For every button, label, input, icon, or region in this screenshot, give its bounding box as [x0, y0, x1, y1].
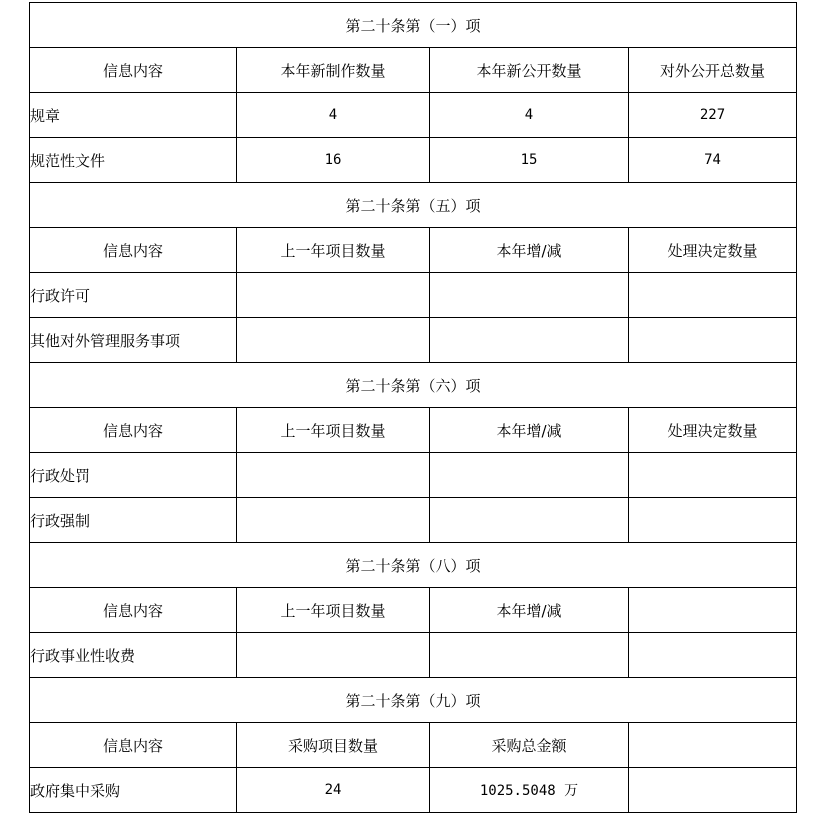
table-row [30, 453, 797, 498]
header-row [30, 723, 797, 768]
value-cell [237, 633, 430, 678]
section-title: 第二十条第（八）项 [30, 543, 797, 588]
row-label: 政府集中采购 [30, 768, 237, 813]
row-label: 行政许可 [30, 273, 237, 318]
table-row [30, 273, 797, 318]
header-cell: 本年新制作数量 [237, 48, 430, 93]
value-cell [430, 453, 629, 498]
header-cell: 本年新公开数量 [430, 48, 629, 93]
header-cell: 处理决定数量 [629, 408, 797, 453]
table-row [30, 138, 797, 183]
disclosure-table [29, 2, 797, 813]
header-cell: 本年增/减 [430, 408, 629, 453]
value-cell [430, 498, 629, 543]
value-cell: 4 [430, 93, 629, 138]
row-label: 规范性文件 [30, 138, 237, 183]
table-row [30, 318, 797, 363]
value-cell: 16 [237, 138, 430, 183]
value-cell [629, 633, 797, 678]
section-title: 第二十条第（一）项 [30, 3, 797, 48]
section-title-row [30, 3, 797, 48]
value-cell: 1025.5048 万 [430, 768, 629, 813]
row-label: 行政处罚 [30, 453, 237, 498]
row-label: 行政强制 [30, 498, 237, 543]
section-title: 第二十条第（九）项 [30, 678, 797, 723]
header-cell [629, 588, 797, 633]
section-title-row [30, 183, 797, 228]
section-title: 第二十条第（五）项 [30, 183, 797, 228]
value-cell [430, 318, 629, 363]
section-title-row [30, 678, 797, 723]
value-cell [629, 498, 797, 543]
value-cell [629, 768, 797, 813]
header-cell: 信息内容 [30, 408, 237, 453]
value-cell [430, 633, 629, 678]
value-cell [629, 453, 797, 498]
header-row [30, 408, 797, 453]
value-cell [237, 318, 430, 363]
header-cell [629, 723, 797, 768]
row-label: 行政事业性收费 [30, 633, 237, 678]
value-cell: 24 [237, 768, 430, 813]
header-cell: 上一年项目数量 [237, 228, 430, 273]
header-row [30, 588, 797, 633]
table-row [30, 93, 797, 138]
header-cell: 本年增/减 [430, 588, 629, 633]
value-cell [629, 318, 797, 363]
header-cell: 上一年项目数量 [237, 588, 430, 633]
header-cell: 本年增/减 [430, 228, 629, 273]
header-cell: 上一年项目数量 [237, 408, 430, 453]
section-title-row [30, 543, 797, 588]
header-cell: 采购项目数量 [237, 723, 430, 768]
value-cell [430, 273, 629, 318]
value-cell: 4 [237, 93, 430, 138]
header-cell: 处理决定数量 [629, 228, 797, 273]
table-row [30, 633, 797, 678]
header-cell: 信息内容 [30, 228, 237, 273]
header-cell: 对外公开总数量 [629, 48, 797, 93]
value-cell [237, 453, 430, 498]
header-cell: 信息内容 [30, 723, 237, 768]
value-cell [629, 273, 797, 318]
section-title-row [30, 363, 797, 408]
header-cell: 采购总金额 [430, 723, 629, 768]
header-row [30, 48, 797, 93]
value-cell: 15 [430, 138, 629, 183]
header-row [30, 228, 797, 273]
table-row [30, 768, 797, 813]
header-cell: 信息内容 [30, 588, 237, 633]
value-cell [237, 273, 430, 318]
row-label: 其他对外管理服务事项 [30, 318, 237, 363]
section-title: 第二十条第（六）项 [30, 363, 797, 408]
table-row [30, 498, 797, 543]
value-cell: 74 [629, 138, 797, 183]
header-cell: 信息内容 [30, 48, 237, 93]
value-cell: 227 [629, 93, 797, 138]
value-cell [237, 498, 430, 543]
row-label: 规章 [30, 93, 237, 138]
